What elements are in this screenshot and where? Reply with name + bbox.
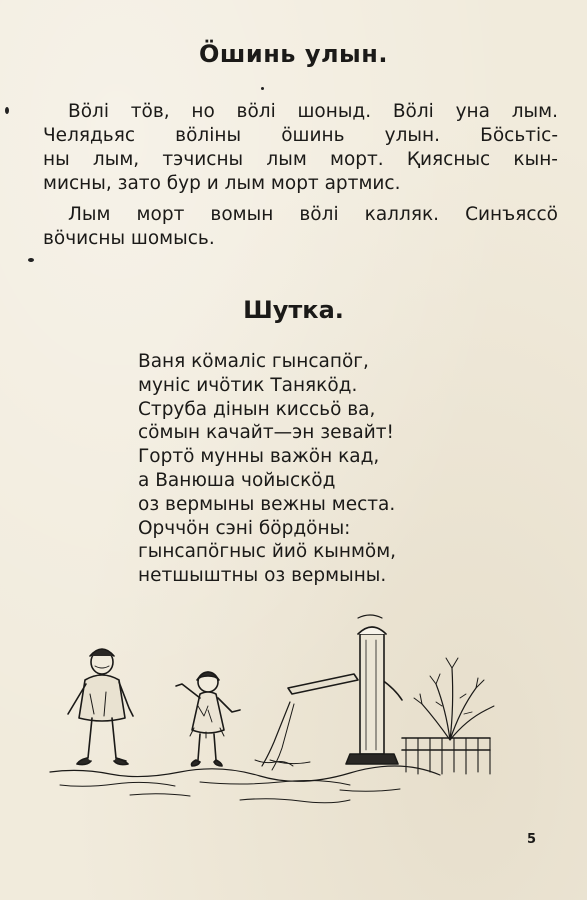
poem-line: нетшыштны оз вермыны. [138, 565, 387, 587]
poem-line: оз вермыны вежны места. [138, 493, 396, 515]
paragraph-1 [43, 100, 558, 196]
poem-line: Струба дінын киссьӧ ва, [138, 398, 376, 420]
paragraph-line: ны лым, тэчисны лым морт. Қиясныс кын- [43, 149, 558, 170]
ink-speck [28, 258, 34, 262]
paragraph-line: мисны, зато бур и лым морт артмис. [43, 173, 401, 194]
section-title-oshin-ulyn: Ӧшинь улын. [199, 40, 388, 68]
girl-figure [176, 672, 240, 766]
ink-speck [261, 87, 264, 90]
paragraph-line: вӧчисны шомысь. [43, 228, 215, 249]
poem-line: Орччӧн сэні бӧрдӧны: [138, 517, 351, 539]
children-at-water-pump-illustration [40, 610, 500, 810]
poem-line: а Ванюша чойыскӧд [138, 469, 336, 491]
poem [138, 350, 396, 588]
ink-speck [5, 107, 9, 114]
poem-line: сӧмын качайт—эн зевайт! [138, 422, 394, 444]
poem-line: Ваня кӧмаліс гынсапӧг, [138, 351, 369, 372]
poem-line: гынсапӧгныс йиӧ кынмӧм, [138, 541, 397, 563]
poem-line: муніс ичӧтик Танякӧд. [138, 374, 358, 396]
boy-figure [68, 649, 133, 765]
paragraph-line: Челядьяс вӧліны ӧшинь улын. Бӧсьтіс- [43, 125, 558, 146]
paragraph-line: Вӧлі тӧв, но вӧлі шоныд. Вӧлі уна лым. [68, 101, 558, 122]
section-title-shutka: Шутка. [243, 296, 344, 324]
paragraph-line: Лым морт вомын вӧлі калляк. Синъяссӧ [68, 204, 558, 225]
poem-line: Гортӧ мунны важӧн кад, [138, 446, 380, 468]
paragraph-2 [43, 203, 558, 251]
page-number: 5 [527, 832, 537, 847]
